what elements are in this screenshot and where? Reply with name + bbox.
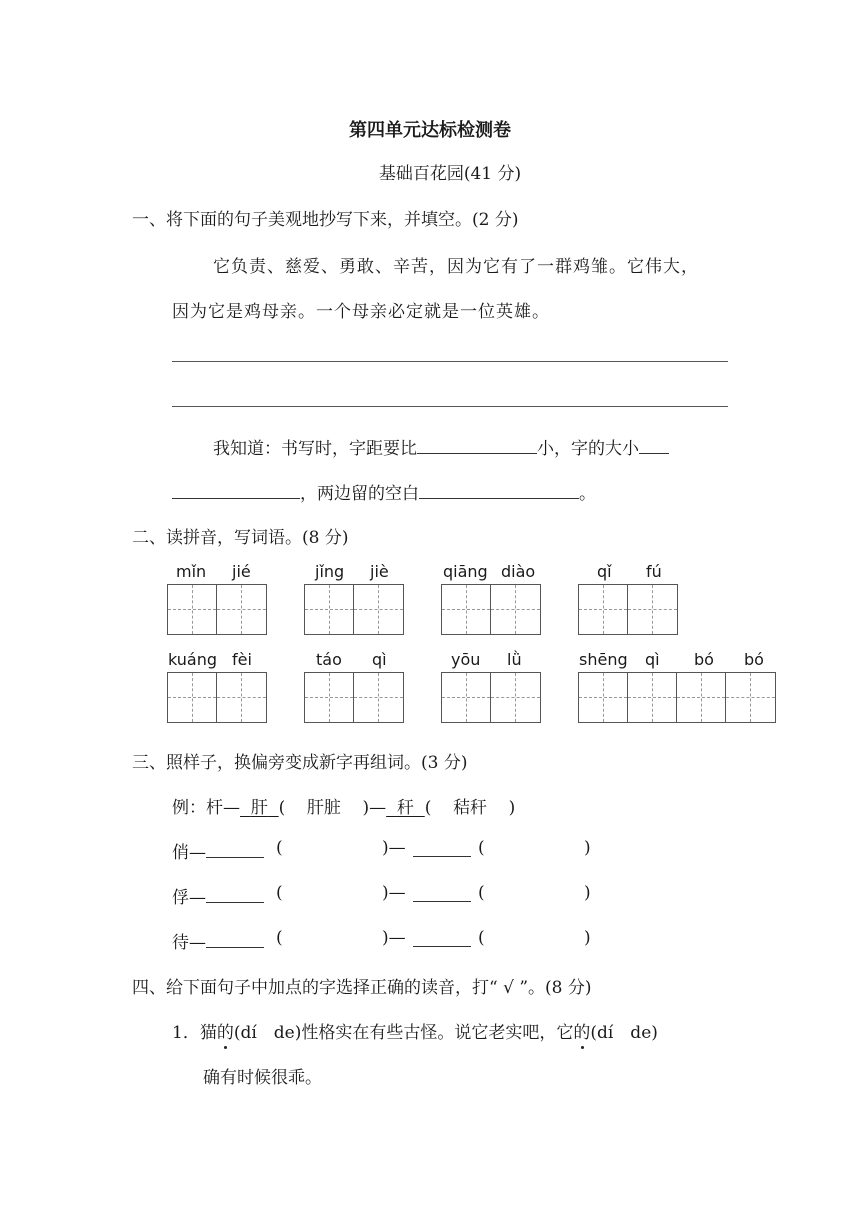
pinyin: bó xyxy=(744,650,764,669)
q4-heading: 四、给下面句子中加点的字选择正确的读音，打“ √ ”。(8 分) xyxy=(132,978,592,998)
answer-blank[interactable] xyxy=(413,838,471,857)
example-char-2: 秆 xyxy=(396,798,414,818)
q1-fill-text-2: 小，字的大小 xyxy=(537,439,639,459)
pinyin: mǐn xyxy=(176,562,207,581)
copy-line-2[interactable] xyxy=(172,406,728,407)
dotted-char: 的 xyxy=(216,1023,234,1043)
q3-example-line: 例：杆— 肝 ( 肝脏 )— 秆 ( 秸秆 ) xyxy=(172,798,516,818)
writing-grid[interactable] xyxy=(304,584,404,635)
pinyin: qì xyxy=(645,650,660,669)
dotted-char: 的 xyxy=(573,1023,591,1043)
pinyin: bó xyxy=(694,650,714,669)
fill-blank-3[interactable] xyxy=(419,480,579,499)
page-title: 第四单元达标检测卷 xyxy=(349,120,511,141)
pinyin: yōu xyxy=(451,650,481,669)
pinyin: kuáng xyxy=(168,650,218,669)
writing-grid[interactable] xyxy=(167,584,267,635)
writing-grid[interactable] xyxy=(441,584,541,635)
q1-heading: 一、将下面的句子美观地抄写下来，并填空。(2 分) xyxy=(132,210,519,230)
pinyin: diào xyxy=(501,562,536,581)
writing-grid[interactable] xyxy=(578,672,776,723)
fill-blank-1[interactable] xyxy=(417,435,537,454)
pinyin: qǐ xyxy=(597,562,612,581)
q1-fill-line1 xyxy=(213,434,669,459)
pinyin: shēng xyxy=(579,650,628,669)
fill-blank-2b[interactable] xyxy=(172,480,300,499)
answer-blank[interactable] xyxy=(206,839,264,858)
q3-heading: 三、照样子，换偏旁变成新字再组词。(3 分) xyxy=(132,753,468,773)
q3-item: 待— ( )— ( ) xyxy=(172,928,591,953)
writing-grid[interactable] xyxy=(304,672,404,723)
q2-heading: 二、读拼音，写词语。(8 分) xyxy=(132,528,349,548)
answer-blank[interactable] xyxy=(413,883,471,902)
pinyin: táo xyxy=(316,650,342,669)
example-word-1: 肝脏 xyxy=(306,798,341,818)
answer-blank[interactable] xyxy=(206,884,264,903)
example-prefix: 例：杆— xyxy=(172,798,240,818)
pinyin: qì xyxy=(372,650,387,669)
q1-fill-text-3: ，两边留的空白 xyxy=(300,484,419,504)
q1-fill-line2 xyxy=(172,479,596,504)
pinyin: lǜ xyxy=(507,650,522,669)
q1-fill-text-1: 我知道：书写时，字距要比 xyxy=(213,439,417,459)
q4-item-1-line2: 确有时候很乖。 xyxy=(203,1068,322,1088)
writing-grid[interactable] xyxy=(167,672,267,723)
copy-line-1[interactable] xyxy=(172,361,728,362)
pinyin: jiè xyxy=(370,562,389,581)
section-subtitle: 基础百花园(41 分) xyxy=(378,164,522,184)
fill-blank-2a[interactable] xyxy=(639,435,669,454)
writing-grid[interactable] xyxy=(441,672,541,723)
pinyin: qiāng xyxy=(443,562,488,581)
q1-passage-line2: 因为它是鸡母亲。一个母亲必定就是一位英雄。 xyxy=(172,302,550,322)
example-word-2: 秸秆 xyxy=(453,798,487,818)
example-char-1: 肝 xyxy=(250,798,268,818)
q3-item: 俘— ( )— ( ) xyxy=(172,883,591,908)
answer-blank[interactable] xyxy=(206,929,264,948)
writing-grid[interactable] xyxy=(578,584,678,635)
q3-item: 俏— ( )— ( ) xyxy=(172,838,591,863)
pinyin: fèi xyxy=(232,650,252,669)
pinyin: jǐng xyxy=(315,562,345,581)
q4-item-1-line1: 1．猫的(dí de)性格实在有些古怪。说它老实吧，它的(dí de) xyxy=(172,1023,658,1043)
q1-fill-text-4: 。 xyxy=(579,484,596,504)
pinyin: jié xyxy=(232,562,251,581)
q1-passage-line1: 它负责、慈爱、勇敢、辛苦，因为它有了一群鸡雏。它伟大， xyxy=(213,257,699,277)
answer-blank[interactable] xyxy=(413,928,471,947)
pinyin: fú xyxy=(646,562,662,581)
